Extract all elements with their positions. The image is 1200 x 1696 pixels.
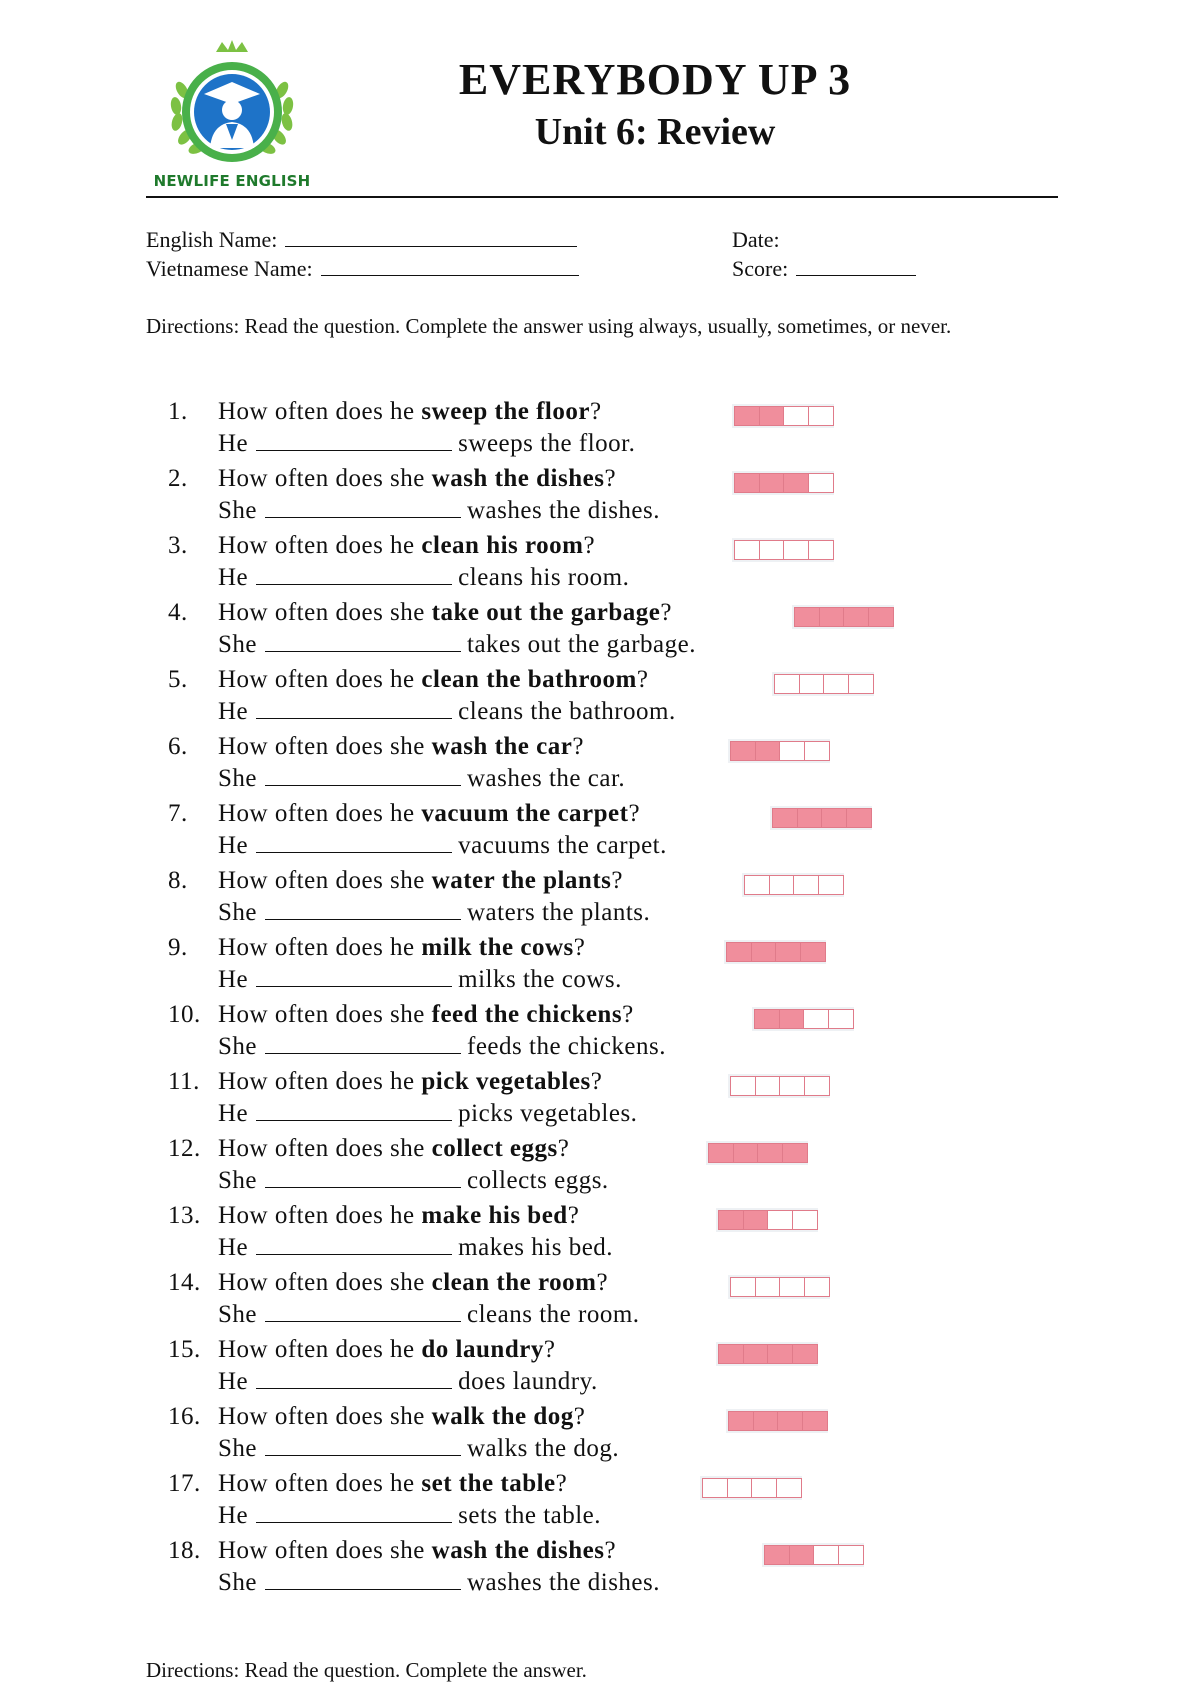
question-item [168, 1066, 1068, 1133]
answer-sentence [218, 832, 667, 860]
question-mark: ? [557, 1135, 570, 1162]
date-field [732, 227, 780, 253]
answer-blank[interactable] [256, 698, 452, 719]
answer-rest: washes the dishes. [467, 1569, 660, 1596]
vietnamese-name-field [146, 256, 579, 282]
frequency-box-empty [779, 741, 805, 761]
answer-blank[interactable] [256, 1502, 452, 1523]
question-number: 2. [168, 465, 188, 492]
frequency-box-filled [759, 406, 785, 426]
frequency-box-filled [800, 942, 826, 962]
answer-subject: He [218, 1100, 249, 1127]
question-mark: ? [622, 1001, 634, 1028]
score-label: Score: [732, 256, 789, 281]
question-item [168, 798, 1068, 865]
answer-rest: collects eggs. [467, 1167, 609, 1194]
answer-rest: sets the table. [458, 1502, 602, 1529]
question-item [168, 530, 1068, 597]
frequency-indicator [792, 605, 894, 629]
answer-subject: He [218, 1368, 249, 1395]
date-label: Date: [732, 227, 780, 252]
frequency-indicator [706, 1141, 808, 1165]
frequency-box-empty [734, 540, 760, 560]
answer-rest: takes out the garbage. [467, 631, 696, 658]
frequency-box-filled [764, 1545, 790, 1565]
answer-blank[interactable] [265, 1435, 461, 1456]
frequency-box-empty [759, 540, 785, 560]
question-mark: ? [555, 1470, 568, 1497]
question-mark: ? [583, 532, 596, 559]
page-title: EVERYBODY UP 3 [458, 55, 852, 104]
answer-sentence [218, 1301, 640, 1329]
frequency-box-filled [789, 1545, 815, 1565]
frequency-indicator [716, 1208, 818, 1232]
question-item [168, 731, 1068, 798]
question-text [218, 465, 616, 493]
answer-sentence [218, 1435, 619, 1463]
frequency-box-filled [718, 1210, 744, 1230]
answer-subject: He [218, 564, 249, 591]
answer-blank[interactable] [256, 1368, 452, 1389]
question-number: 8. [168, 867, 188, 894]
question-chore: set the table [421, 1470, 556, 1497]
question-mark: ? [573, 1403, 586, 1430]
question-item [168, 999, 1068, 1066]
answer-sentence [218, 765, 625, 793]
answer-subject: She [218, 765, 257, 792]
question-number: 11. [168, 1068, 200, 1095]
answer-subject: She [218, 899, 257, 926]
frequency-box-filled [718, 1344, 744, 1364]
english-name-blank[interactable] [285, 228, 577, 247]
answer-blank[interactable] [256, 1234, 452, 1255]
question-prefix: How often does she [218, 1537, 432, 1564]
question-prefix: How often does he [218, 1068, 422, 1095]
frequency-indicator [732, 471, 834, 495]
answer-rest: vacuums the carpet. [458, 832, 667, 859]
frequency-box-empty [792, 1210, 818, 1230]
frequency-box-filled [733, 1143, 759, 1163]
question-text [218, 1403, 585, 1431]
frequency-indicator [700, 1476, 802, 1500]
frequency-box-filled [868, 607, 894, 627]
question-number: 15. [168, 1336, 201, 1363]
question-prefix: How often does she [218, 599, 432, 626]
frequency-box-filled [779, 1009, 805, 1029]
question-number: 1. [168, 398, 188, 425]
question-text [218, 800, 640, 828]
answer-rest: cleans his room. [458, 564, 630, 591]
question-prefix: How often does he [218, 1470, 422, 1497]
question-item [168, 664, 1068, 731]
answer-sentence [218, 966, 622, 994]
answer-rest: picks vegetables. [458, 1100, 638, 1127]
answer-blank[interactable] [256, 832, 452, 853]
question-item [168, 1535, 1068, 1602]
question-item [168, 396, 1068, 463]
answer-sentence [218, 564, 629, 592]
answer-rest: milks the cows. [458, 966, 622, 993]
question-number: 12. [168, 1135, 201, 1162]
frequency-box-filled [751, 942, 777, 962]
answer-blank[interactable] [265, 765, 461, 786]
question-text [218, 1336, 555, 1364]
answer-subject: He [218, 832, 249, 859]
vietnamese-name-label: Vietnamese Name: [146, 256, 313, 281]
question-chore: pick vegetables [421, 1068, 591, 1095]
question-mark: ? [611, 867, 624, 894]
answer-blank[interactable] [265, 1569, 461, 1590]
question-prefix: How often does he [218, 800, 422, 827]
answer-sentence [218, 430, 635, 458]
question-prefix: How often does she [218, 465, 432, 492]
frequency-indicator [716, 1342, 818, 1366]
answer-subject: She [218, 1033, 257, 1060]
frequency-box-filled [792, 1344, 818, 1364]
frequency-indicator [728, 1275, 830, 1299]
frequency-box-empty [838, 1545, 864, 1565]
vietnamese-name-blank[interactable] [321, 257, 579, 276]
question-mark: ? [628, 800, 641, 827]
question-prefix: How often does he [218, 1202, 422, 1229]
question-chore: clean his room [421, 532, 584, 559]
question-text [218, 1068, 602, 1096]
header-divider [146, 196, 1058, 198]
frequency-indicator [752, 1007, 854, 1031]
answer-sentence [218, 1033, 666, 1061]
question-mark: ? [573, 934, 586, 961]
answer-blank[interactable] [256, 966, 452, 987]
answer-sentence [218, 1100, 637, 1128]
question-chore: clean the room [431, 1269, 597, 1296]
answer-rest: walks the dog. [467, 1435, 620, 1462]
question-chore: vacuum the carpet [421, 800, 629, 827]
answer-sentence [218, 1368, 598, 1396]
answer-subject: She [218, 1167, 257, 1194]
frequency-box-filled [794, 607, 820, 627]
answer-sentence [218, 631, 696, 659]
english-name-field [146, 227, 577, 253]
question-number: 18. [168, 1537, 201, 1564]
answer-rest: feeds the chickens. [467, 1033, 667, 1060]
answer-subject: She [218, 1301, 257, 1328]
frequency-box-filled [757, 1143, 783, 1163]
frequency-box-filled [783, 473, 809, 493]
question-number: 4. [168, 599, 188, 626]
directions-text: Directions: Read the question. Complete the answer using always, usually, sometimes, or never. [146, 314, 952, 338]
frequency-box-filled [777, 1411, 803, 1431]
frequency-box-empty [783, 540, 809, 560]
question-chore: wash the dishes [431, 465, 605, 492]
question-mark: ? [636, 666, 649, 693]
frequency-box-filled [743, 1344, 769, 1364]
question-prefix: How often does he [218, 934, 422, 961]
answer-blank[interactable] [265, 899, 461, 920]
frequency-box-empty [767, 1210, 793, 1230]
answer-rest: cleans the bathroom. [458, 698, 676, 725]
frequency-box-empty [730, 1076, 756, 1096]
frequency-indicator [732, 404, 834, 428]
frequency-box-empty [848, 674, 874, 694]
answer-sentence [218, 1569, 660, 1597]
question-number: 6. [168, 733, 188, 760]
frequency-indicator [728, 739, 830, 763]
question-text [218, 398, 602, 426]
question-text [218, 1269, 608, 1297]
frequency-indicator [742, 873, 844, 897]
frequency-box-filled [726, 942, 752, 962]
answer-subject: He [218, 966, 249, 993]
frequency-box-empty [793, 875, 819, 895]
question-prefix: How often does she [218, 1001, 432, 1028]
question-item [168, 1401, 1068, 1468]
question-chore: water the plants [431, 867, 612, 894]
question-number: 17. [168, 1470, 201, 1497]
frequency-box-filled [819, 607, 845, 627]
answer-blank[interactable] [265, 1167, 461, 1188]
question-text [218, 733, 584, 761]
frequency-box-filled [843, 607, 869, 627]
question-prefix: How often does she [218, 1135, 432, 1162]
question-prefix: How often does she [218, 867, 432, 894]
frequency-box-filled [755, 741, 781, 761]
question-number: 14. [168, 1269, 201, 1296]
question-prefix: How often does he [218, 1336, 422, 1363]
frequency-box-empty [828, 1009, 854, 1029]
answer-sentence [218, 698, 676, 726]
question-mark: ? [604, 1537, 617, 1564]
frequency-box-filled [754, 1009, 780, 1029]
question-mark: ? [589, 398, 602, 425]
frequency-box-empty [751, 1478, 777, 1498]
question-mark: ? [604, 465, 617, 492]
frequency-box-filled [728, 1411, 754, 1431]
answer-sentence [218, 1234, 613, 1262]
frequency-box-filled [708, 1143, 734, 1163]
question-item [168, 932, 1068, 999]
question-number: 16. [168, 1403, 201, 1430]
answer-blank[interactable] [265, 631, 461, 652]
frequency-box-filled [743, 1210, 769, 1230]
question-number: 5. [168, 666, 188, 693]
answer-rest: waters the plants. [467, 899, 651, 926]
question-chore: walk the dog [431, 1403, 574, 1430]
question-text [218, 1470, 567, 1498]
question-prefix: How often does she [218, 1403, 432, 1430]
answer-blank[interactable] [265, 1301, 461, 1322]
frequency-box-empty [769, 875, 795, 895]
brand-name: NEWLIFE ENGLISH [153, 172, 311, 190]
school-logo [142, 40, 322, 198]
answer-subject: He [218, 698, 249, 725]
question-item [168, 597, 1068, 664]
frequency-box-empty [803, 1009, 829, 1029]
answer-rest: makes his bed. [458, 1234, 614, 1261]
frequency-box-filled [772, 808, 798, 828]
question-chore: feed the chickens [431, 1001, 623, 1028]
frequency-box-filled [767, 1344, 793, 1364]
frequency-indicator [724, 940, 826, 964]
frequency-box-filled [782, 1143, 808, 1163]
frequency-box-empty [799, 674, 825, 694]
answer-blank[interactable] [256, 564, 452, 585]
question-mark: ? [543, 1336, 556, 1363]
frequency-box-empty [808, 540, 834, 560]
question-item [168, 1200, 1068, 1267]
question-number: 3. [168, 532, 188, 559]
answer-rest: cleans the room. [467, 1301, 640, 1328]
frequency-box-empty [808, 406, 834, 426]
frequency-box-empty [813, 1545, 839, 1565]
question-text [218, 1537, 616, 1565]
question-text [218, 1135, 569, 1163]
answer-rest: washes the car. [467, 765, 626, 792]
question-item [168, 1468, 1068, 1535]
score-blank[interactable] [796, 257, 916, 276]
question-number: 7. [168, 800, 188, 827]
frequency-box-empty [774, 674, 800, 694]
question-mark: ? [660, 599, 672, 626]
frequency-indicator [770, 806, 872, 830]
question-item [168, 865, 1068, 932]
question-item [168, 1334, 1068, 1401]
answer-rest: does laundry. [458, 1368, 598, 1395]
frequency-box-filled [802, 1411, 828, 1431]
question-chore: collect eggs [431, 1135, 558, 1162]
question-number: 13. [168, 1202, 201, 1229]
question-list [168, 396, 1068, 1602]
frequency-box-empty [779, 1277, 805, 1297]
question-text [218, 599, 672, 627]
question-chore: wash the car [431, 733, 573, 760]
frequency-box-empty [755, 1277, 781, 1297]
graduate-emblem-icon [164, 40, 300, 170]
frequency-box-empty [779, 1076, 805, 1096]
answer-sentence [218, 497, 660, 525]
question-text [218, 934, 585, 962]
frequency-indicator [762, 1543, 864, 1567]
question-chore: wash the dishes [431, 1537, 605, 1564]
question-prefix: How often does she [218, 733, 432, 760]
answer-blank[interactable] [265, 497, 461, 518]
question-chore: do laundry [421, 1336, 544, 1363]
question-text [218, 867, 623, 895]
frequency-box-empty [804, 1277, 830, 1297]
frequency-box-filled [730, 741, 756, 761]
frequency-indicator [728, 1074, 830, 1098]
frequency-box-empty [818, 875, 844, 895]
question-chore: make his bed [421, 1202, 568, 1229]
frequency-box-filled [775, 942, 801, 962]
question-item [168, 1133, 1068, 1200]
answer-blank[interactable] [256, 1100, 452, 1121]
question-prefix: How often does he [218, 398, 422, 425]
question-text [218, 666, 649, 694]
question-chore: sweep the floor [421, 398, 590, 425]
question-mark: ? [567, 1202, 580, 1229]
page-subtitle: Unit 6: Review [534, 111, 776, 153]
answer-subject: He [218, 1502, 249, 1529]
frequency-box-empty [804, 1076, 830, 1096]
frequency-box-empty [776, 1478, 802, 1498]
question-text [218, 532, 595, 560]
frequency-box-filled [734, 406, 760, 426]
frequency-indicator [726, 1409, 828, 1433]
answer-sentence [218, 1167, 609, 1195]
frequency-box-empty [702, 1478, 728, 1498]
frequency-box-empty [727, 1478, 753, 1498]
question-chore: clean the bathroom [421, 666, 637, 693]
frequency-box-empty [823, 674, 849, 694]
frequency-box-empty [755, 1076, 781, 1096]
frequency-box-empty [783, 406, 809, 426]
frequency-indicator [732, 538, 834, 562]
answer-subject: He [218, 1234, 249, 1261]
question-prefix: How often does she [218, 1269, 432, 1296]
answer-subject: She [218, 497, 257, 524]
frequency-indicator [772, 672, 874, 696]
question-prefix: How often does he [218, 532, 422, 559]
english-name-label: English Name: [146, 227, 278, 252]
answer-blank[interactable] [265, 1033, 461, 1054]
frequency-box-filled [797, 808, 823, 828]
question-number: 9. [168, 934, 188, 961]
question-chore: take out the garbage [431, 599, 661, 626]
frequency-box-filled [734, 473, 760, 493]
frequency-box-filled [846, 808, 872, 828]
question-text [218, 1001, 634, 1029]
question-mark: ? [572, 733, 584, 760]
answer-subject: She [218, 1569, 257, 1596]
question-chore: milk the cows [421, 934, 574, 961]
answer-rest: washes the dishes. [467, 497, 660, 524]
frequency-box-empty [804, 741, 830, 761]
question-item [168, 1267, 1068, 1334]
question-item [168, 463, 1068, 530]
question-number: 10. [168, 1001, 201, 1028]
frequency-box-empty [730, 1277, 756, 1297]
frequency-box-filled [821, 808, 847, 828]
answer-sentence [218, 899, 650, 927]
question-text [218, 1202, 579, 1230]
frequency-box-filled [759, 473, 785, 493]
score-field [732, 256, 916, 282]
question-mark: ? [596, 1269, 609, 1296]
answer-rest: sweeps the floor. [458, 430, 636, 457]
question-prefix: How often does he [218, 666, 422, 693]
directions-text-2: Directions: Read the question. Complete the answer. [146, 1658, 587, 1682]
frequency-box-filled [753, 1411, 779, 1431]
answer-subject: She [218, 631, 257, 658]
answer-subject: He [218, 430, 249, 457]
frequency-box-empty [808, 473, 834, 493]
frequency-box-empty [744, 875, 770, 895]
answer-sentence [218, 1502, 601, 1530]
question-mark: ? [590, 1068, 603, 1095]
answer-blank[interactable] [256, 430, 452, 451]
answer-subject: She [218, 1435, 257, 1462]
